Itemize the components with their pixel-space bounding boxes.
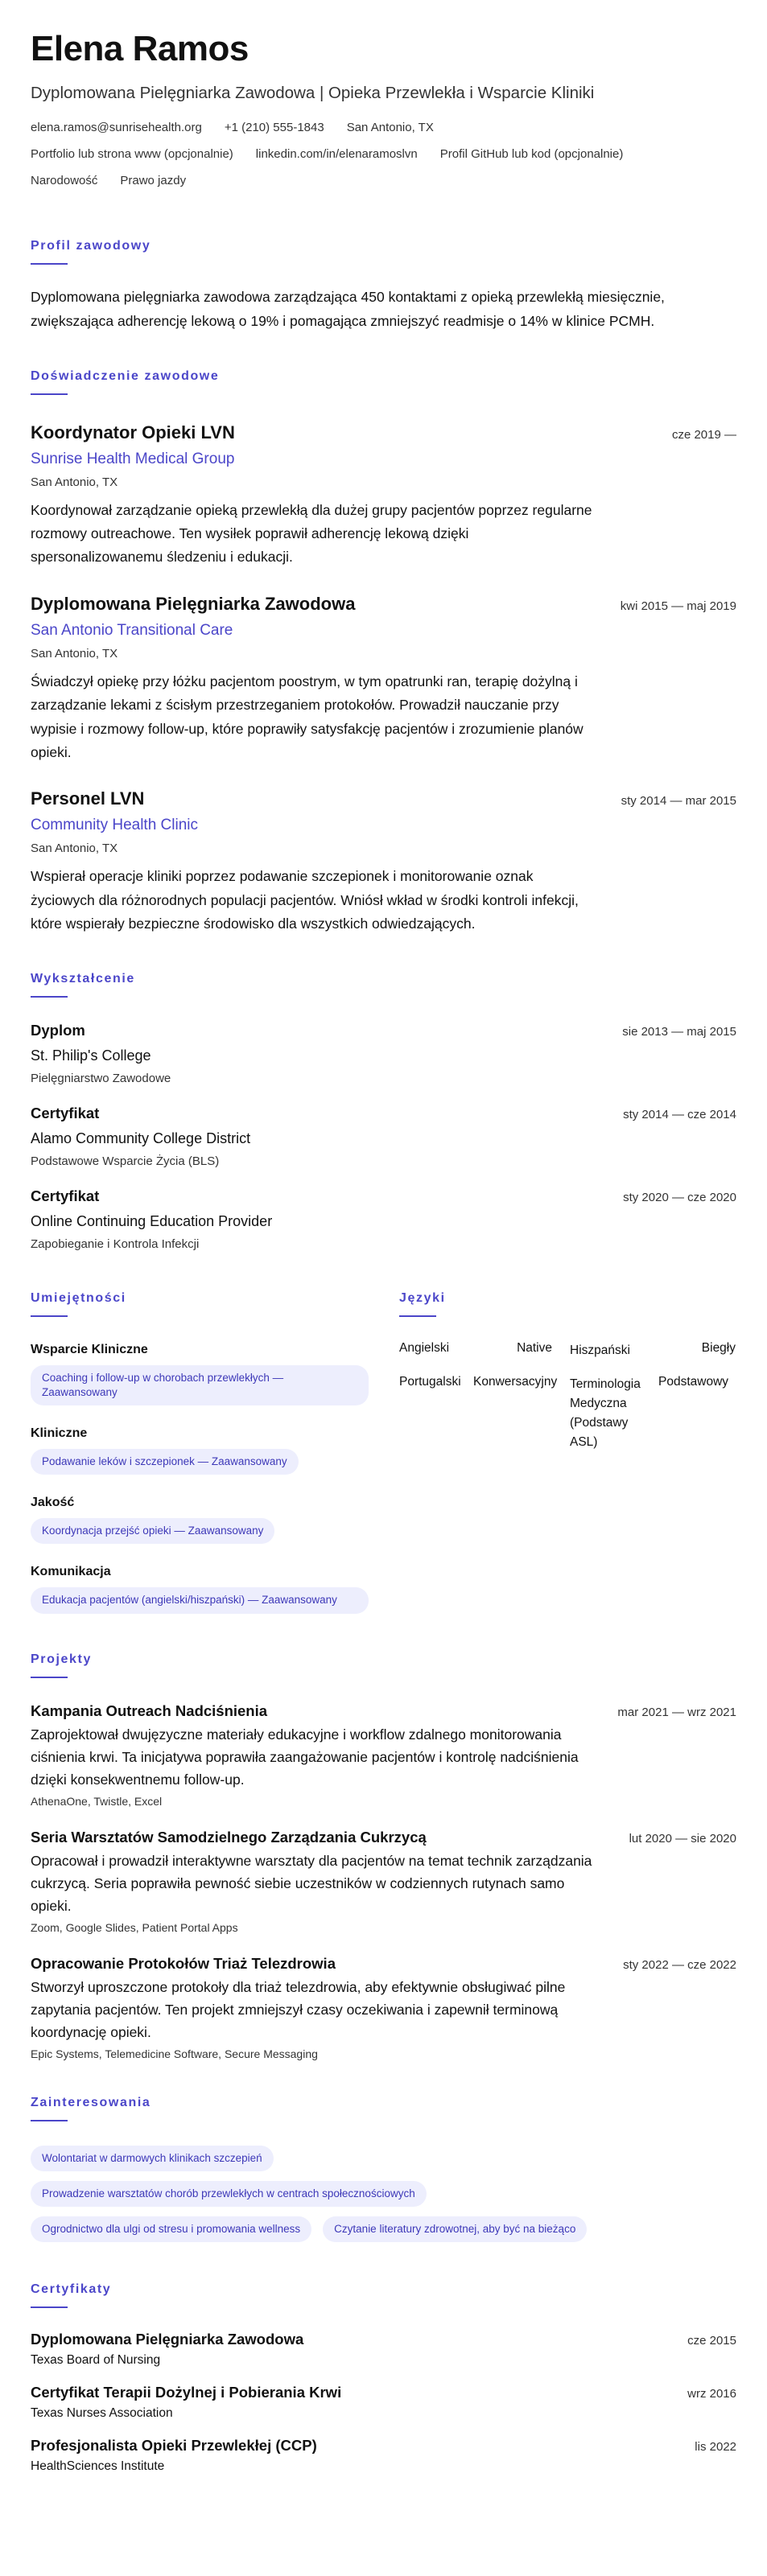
certificate-name: Dyplomowana Pielęgniarka Zawodowa <box>31 2331 304 2348</box>
language-level: Konwersacyjny <box>473 1374 558 1389</box>
project-dates: sty 2022 — cze 2022 <box>623 1957 736 1972</box>
certificate-name: Certyfikat Terapii Dożylnej i Pobierania Krwi <box>31 2384 342 2401</box>
experience-item <box>31 422 736 570</box>
section-title: Doświadczenie zawodowe <box>31 368 220 383</box>
project-technologies: Epic Systems, Telemedicine Software, Secure Messaging <box>31 2047 318 2060</box>
project-description: Stworzył uproszczone protokoły dla triaż telezdrowia, aby efektywnie obsługiwać pilne zapytania pacjentów. Ten projekt zmniejszył czasy oczekiwania i zapewnił terminową koordynację opieki. <box>31 1978 566 2040</box>
skill-category: Wsparcie Kliniczne <box>31 1342 148 1356</box>
job-dates: sty 2014 — mar 2015 <box>621 794 736 809</box>
section-divider <box>31 1315 68 1317</box>
education-item <box>31 1187 736 1251</box>
section-title: Języki <box>399 1290 446 1305</box>
language-level: Biegły <box>701 1340 736 1355</box>
experience-item <box>31 788 736 936</box>
languages-table <box>399 1341 736 1452</box>
skill-group <box>31 1496 369 1544</box>
degree: Certyfikat <box>31 1187 100 1204</box>
degree: Dyplom <box>31 1021 85 1039</box>
degree: Certyfikat <box>31 1104 100 1121</box>
job-role: Personel LVN <box>31 788 145 809</box>
education-section <box>31 972 736 1251</box>
certificate-item <box>31 2437 736 2474</box>
portfolio-link[interactable]: Portfolio lub strona www (opcjonalnie) <box>31 147 233 162</box>
interests-list <box>31 2136 736 2243</box>
job-description: Wspierał operacje kliniki poprzez podawanie szczepionek i monitorowanie oznak życiowych dla różnorodnych populacji pacjentów. Wniósł wkład w środki kontroli infekcji, które wspierały bezpieczne środowisko dla wszystkich odwiedzających. <box>31 868 579 932</box>
skill-chip: Edukacja pacjentów (angielski/hiszpański) — Zaawansowany <box>31 1587 369 1613</box>
resume-header <box>31 31 736 187</box>
interests-section <box>31 2096 736 2243</box>
language-level: Podstawowy <box>658 1374 729 1389</box>
section-title: Certyfikaty <box>31 2282 112 2297</box>
certificate-item <box>31 2331 736 2368</box>
job-dates: cze 2019 — <box>671 427 736 442</box>
field-of-study: Zapobieganie i Kontrola Infekcji <box>31 1237 200 1251</box>
school-name: Online Continuing Education Provider <box>31 1212 273 1229</box>
certificate-item <box>31 2384 736 2421</box>
section-divider <box>399 1315 436 1317</box>
school-name: St. Philip's College <box>31 1047 151 1064</box>
job-location: San Antonio, TX <box>31 842 118 856</box>
job-location: San Antonio, TX <box>31 646 118 660</box>
driving-license: Prawo jazdy <box>120 174 187 188</box>
skills-section <box>31 1291 369 1614</box>
languages-row <box>399 1341 736 1360</box>
candidate-name: Elena Ramos <box>31 29 249 68</box>
profile-section <box>31 239 736 334</box>
field-of-study: Pielęgniarstwo Zawodowe <box>31 1071 171 1085</box>
certificate-date: cze 2015 <box>687 2334 736 2348</box>
skill-category: Jakość <box>31 1496 75 1510</box>
project-dates: lut 2020 — sie 2020 <box>629 1831 736 1846</box>
language-name: Angielski <box>399 1340 450 1355</box>
interest-chip: Wolontariat w darmowych klinikach szczepień <box>31 2146 274 2171</box>
skill-chip: Podawanie leków i szczepionek — Zaawansowany <box>31 1449 299 1475</box>
skill-chip: Coaching i follow-up w chorobach przewlekłych — Zaawansowany <box>31 1365 369 1405</box>
school-name: Alamo Community College District <box>31 1130 251 1146</box>
education-dates: sty 2014 — cze 2014 <box>623 1107 736 1121</box>
section-divider <box>31 2120 68 2121</box>
skill-chip: Koordynacja przejść opieki — Zaawansowany <box>31 1518 274 1544</box>
project-description: Opracował i prowadził interaktywne warsztaty dla pacjentów na temat technik zarządzania cukrzycą. Seria poprawiła pewność siebie uczestników w codziennych rutynach samo opieki. <box>31 1852 592 1914</box>
job-description: Koordynował zarządzanie opieką przewlekłą dla dużej grupy pacjentów poprzez regularne rozmowy outreachowe. Ten wysiłek poprawił adherencję lekową dzięki spersonalizowanemu śledzeniu i edukacji. <box>31 501 592 566</box>
education-dates: sie 2013 — maj 2015 <box>622 1024 736 1039</box>
education-item <box>31 1105 736 1168</box>
skill-group <box>31 1565 369 1613</box>
section-divider <box>31 263 68 265</box>
field-of-study: Podstawowe Wsparcie Życia (BLS) <box>31 1154 220 1168</box>
education-item <box>31 1022 736 1085</box>
project-item <box>31 1702 736 1808</box>
project-technologies: AthenaOne, Twistle, Excel <box>31 1794 163 1808</box>
job-role: Koordynator Opieki LVN <box>31 422 235 442</box>
language-name: Hiszpański <box>570 1343 630 1357</box>
project-title: Opracowanie Protokołów Triaż Telezdrowia <box>31 1954 336 1972</box>
languages-section <box>399 1291 736 1614</box>
section-divider <box>31 2306 68 2308</box>
projects-section <box>31 1652 736 2060</box>
email-link[interactable]: elena.ramos@sunrisehealth.org <box>31 121 202 135</box>
interest-chip: Czytanie literatury zdrowotnej, aby być na bieżąco <box>323 2216 587 2242</box>
section-title: Projekty <box>31 1652 92 1666</box>
certificate-issuer: HealthSciences Institute <box>31 2459 165 2474</box>
certificate-name: Profesjonalista Opieki Przewlekłej (CCP) <box>31 2437 317 2455</box>
section-divider <box>31 996 68 998</box>
project-description: Zaprojektował dwujęzyczne materiały edukacyjne i workflow zdalnego monitorowania ciśnienia krwi. Ta inicjatywa poprawiła zaangażowanie pacjentów i kontrolę nadciśnienia dzięki konsekwentnemu follow-up. <box>31 1726 579 1788</box>
project-title: Seria Warsztatów Samodzielnego Zarządzania Cukrzycą <box>31 1828 427 1846</box>
experience-item <box>31 594 736 765</box>
skills-languages-row <box>31 1291 736 1614</box>
linkedin-link[interactable]: linkedin.com/in/elenaramoslvn <box>255 147 418 162</box>
project-technologies: Zoom, Google Slides, Patient Portal Apps <box>31 1920 238 1934</box>
interest-chip: Ogrodnictwo dla ulgi od stresu i promowania wellness <box>31 2216 311 2242</box>
profile-summary: Dyplomowana pielęgniarka zawodowa zarządzająca 450 kontaktami z opieką przewlekłą miesięcznie, zwiększająca adherencję lekową o 19% i pomagająca zmniejszyć readmisje o 14% w klinice PCMH. <box>31 289 665 329</box>
certificate-date: lis 2022 <box>695 2440 736 2455</box>
links-row <box>31 147 736 161</box>
section-title: Wykształcenie <box>31 971 135 986</box>
section-divider <box>31 1677 68 1678</box>
project-item <box>31 1955 736 2060</box>
skill-group <box>31 1343 369 1405</box>
phone-number: +1 (210) 555-1843 <box>224 121 324 135</box>
language-name: Portugalski <box>399 1374 461 1389</box>
section-title: Zainteresowania <box>31 2095 151 2109</box>
language-level: Native <box>517 1340 552 1355</box>
languages-row <box>399 1375 736 1452</box>
skill-category: Komunikacja <box>31 1565 111 1579</box>
project-item <box>31 1829 736 1934</box>
certificates-section <box>31 2282 736 2474</box>
project-title: Kampania Outreach Nadciśnienia <box>31 1702 268 1719</box>
education-dates: sty 2020 — cze 2020 <box>623 1190 736 1204</box>
job-role: Dyplomowana Pielęgniarka Zawodowa <box>31 593 356 614</box>
certificate-date: wrz 2016 <box>687 2387 736 2401</box>
interest-chip: Prowadzenie warsztatów chorób przewlekłych w centrach społecznościowych <box>31 2181 427 2207</box>
skill-group <box>31 1426 369 1475</box>
section-divider <box>31 393 68 395</box>
headline: Dyplomowana Pielęgniarka Zawodowa | Opieka Przewlekła i Wsparcie Kliniki <box>31 84 595 103</box>
language-name: Terminologia Medyczna (Podstawy ASL) <box>570 1376 641 1449</box>
experience-section <box>31 369 736 936</box>
personal-row <box>31 174 736 187</box>
company-name: San Antonio Transitional Care <box>31 621 233 639</box>
skill-category: Kliniczne <box>31 1426 88 1441</box>
section-title: Umiejętności <box>31 1290 126 1305</box>
job-description: Świadczył opiekę przy łóżku pacjentom poostrym, w tym opatrunki ran, terapię dożylną i zarządzanie lekami z ścisłym przestrzeganiem protokołów. Prowadził nauczanie przy wypisie i rozmowy follow-up, które poprawiły satysfakcję pacjentów i zrozumienie planów opieki. <box>31 673 583 761</box>
project-dates: mar 2021 — wrz 2021 <box>617 1705 736 1719</box>
company-name: Sunrise Health Medical Group <box>31 450 235 467</box>
location: San Antonio, TX <box>346 121 434 135</box>
certificate-issuer: Texas Board of Nursing <box>31 2353 161 2368</box>
company-name: Community Health Clinic <box>31 817 199 834</box>
job-location: San Antonio, TX <box>31 475 118 489</box>
github-link[interactable]: Profil GitHub lub kod (opcjonalnie) <box>439 147 624 162</box>
job-dates: kwi 2015 — maj 2019 <box>620 599 736 613</box>
certificate-issuer: Texas Nurses Association <box>31 2406 173 2421</box>
section-title: Profil zawodowy <box>31 239 151 253</box>
contact-row <box>31 121 736 134</box>
nationality: Narodowość <box>31 174 98 188</box>
